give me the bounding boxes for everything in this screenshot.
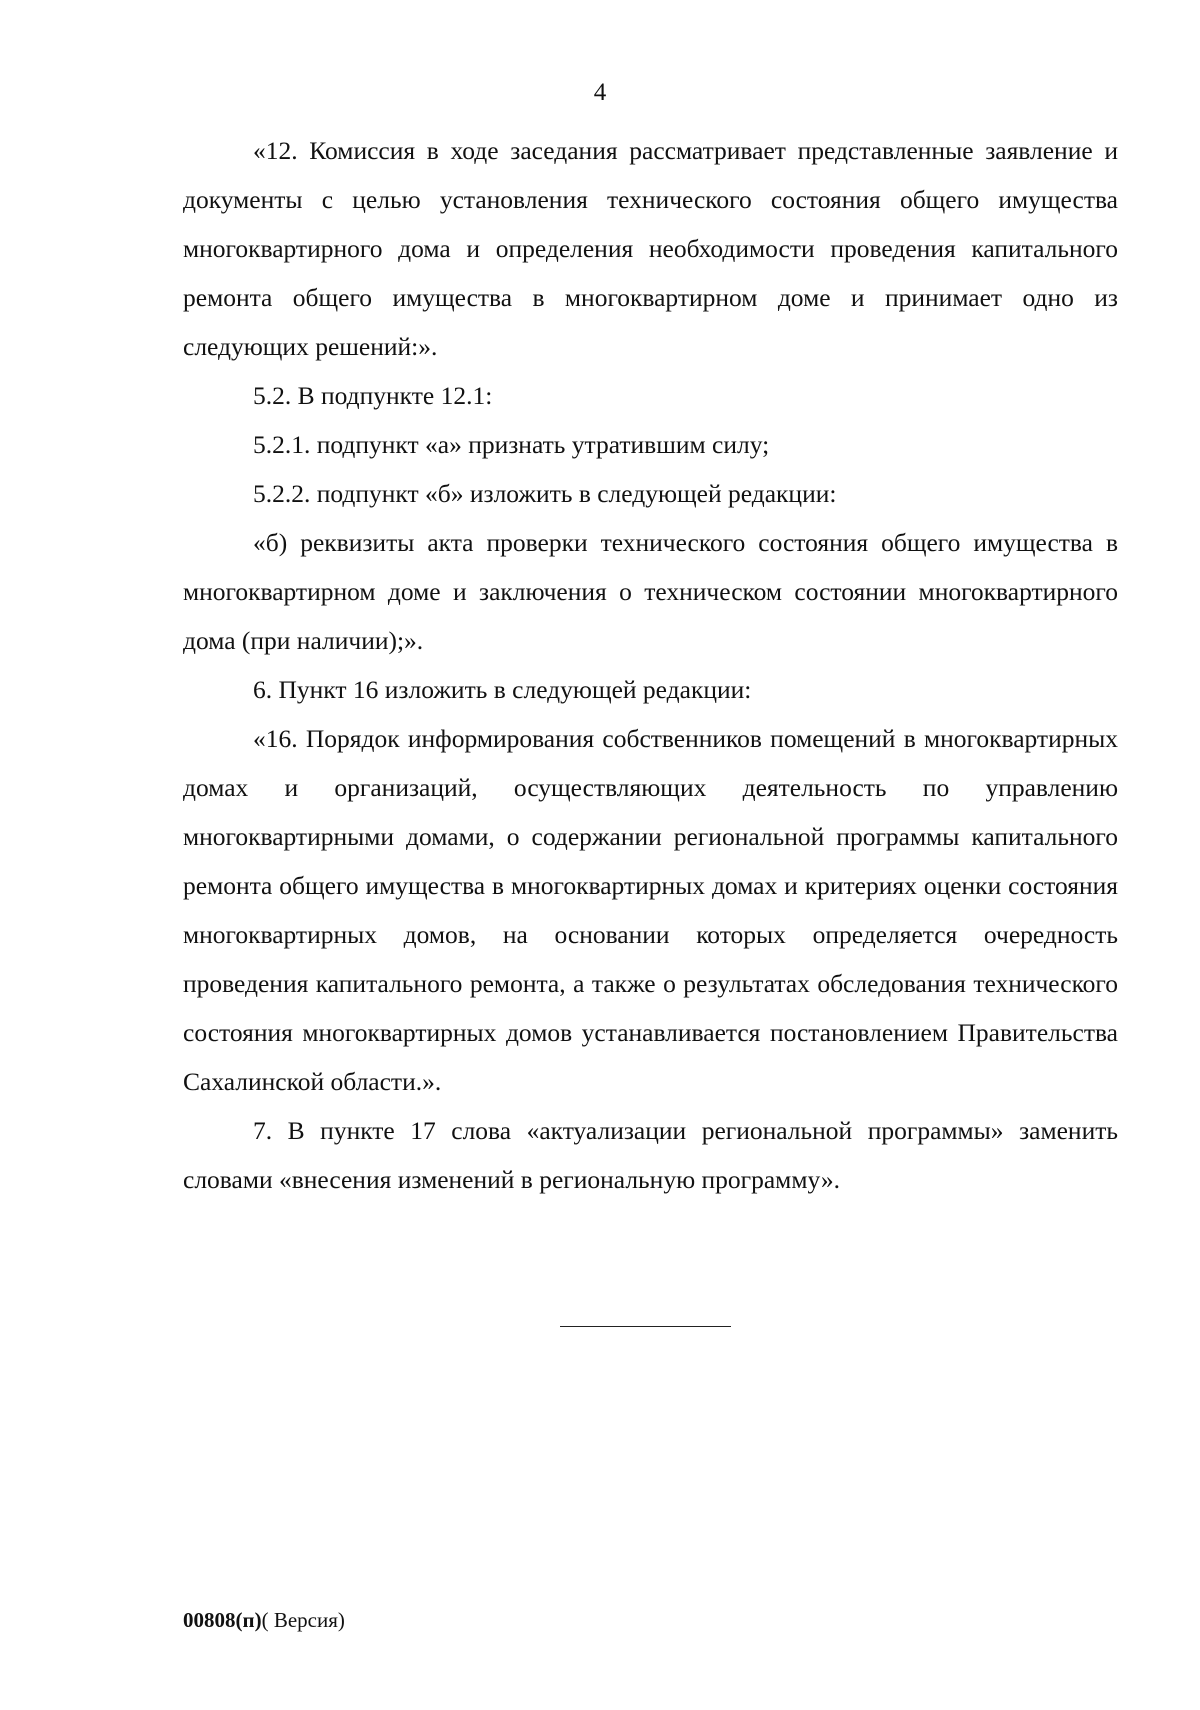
paragraph-commission-decision: «12. Комиссия в ходе заседания рассматривает представленные заявление и документы с целью установления технического состояния общего имущества многоквартирного дома и определения необходимости проведения капитального ремонта общего имущества в многоквартирном доме и принимает одно из следующих решений:».	[183, 136, 1118, 361]
footer-document-code	[183, 1606, 345, 1634]
footer-code-number: 00808(п)	[183, 1608, 262, 1632]
paragraph-clause-16-heading: 6. Пункт 16 изложить в следующей редакции:	[253, 675, 752, 704]
footer-version-label: ( Версия)	[261, 1608, 345, 1632]
page-number: 4	[593, 79, 607, 106]
paragraph-clause-17: 7. В пункте 17 слова «актуализации региональной программы» заменить словами «внесения изменений в региональную программу».	[183, 1116, 1118, 1194]
paragraph-clause-16-text: «16. Порядок информирования собственников помещений в многоквартирных домах и организаций, осуществляющих деятельность по управлению многоквартирными домами, о содержании региональной программы капитального ремонта общего имущества в многоквартирных домах и критериях оценки состояния многоквартирных домов, на основании которых определяется очередность проведения капитального ремонта, а также о результатах обследования технического состояния многоквартирных домов устанавливается постановлением Правительства Сахалинской области.».	[183, 724, 1118, 1096]
paragraph-subclause-a-void: 5.2.1. подпункт «а» признать утратившим силу;	[253, 430, 770, 459]
end-separator-line	[560, 1326, 731, 1327]
paragraph-subclause-12-1: 5.2. В подпункте 12.1:	[253, 381, 493, 410]
paragraph-subclause-b-new-wording: 5.2.2. подпункт «б» изложить в следующей редакции:	[253, 479, 837, 508]
document-body	[183, 126, 1118, 1204]
paragraph-subclause-b-text: «б) реквизиты акта проверки технического состояния общего имущества в многоквартирном доме и заключения о техническом состоянии многоквартирного дома (при наличии);».	[183, 528, 1118, 655]
